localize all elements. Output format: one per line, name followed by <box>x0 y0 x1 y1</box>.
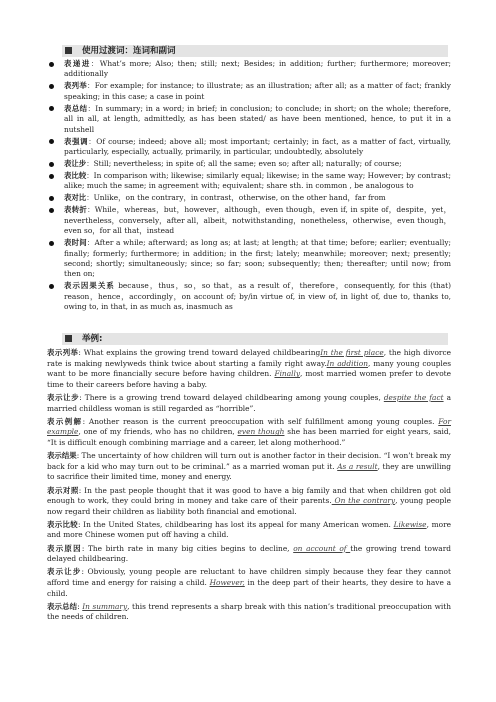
list-item: 表让步：Still; nevertheless; in spite of; all the same; even so; after all; naturally; of course; <box>47 159 451 169</box>
transition-word: despite the fact <box>383 392 444 402</box>
transition-word: In addition <box>326 358 368 368</box>
transition-word-list <box>47 59 451 314</box>
list-item: 表示因果关系 because，thus，so，so that，as a result of，therefore，consequently, for this (that) reason，hence，accordingly，on account of; by/in virtue of, in view of, in light of, due to, thanks to, owing to, in that, in as much as, inasmuch as <box>47 281 451 312</box>
list-item: 表对比：Unlike，on the contrary，in contrast，otherwise, on the other hand，far from <box>47 193 451 203</box>
transition-word: On the contrary <box>331 496 396 506</box>
example-paragraph: 表示原因: The birth rate in many big cities begins to decline, on account of the growing trend toward delayed childbearing. <box>47 543 451 564</box>
square-bullet-icon <box>65 47 72 54</box>
section-header-examples <box>62 333 448 345</box>
example-paragraph: 表示总结: In summary, this trend represents a sharp break with this nation’s traditional preoccupation with the needs of children. <box>47 601 451 622</box>
transition-word: For example <box>47 416 451 437</box>
list-item: 表转折：While，whereas，but，however，although，even though，even if, in spite of，despite，yet，nevertheless，conversely，after all，albeit，notwithstanding，nonetheless，otherwise，even though，even so，for all that，instead <box>47 205 451 236</box>
example-paragraph: 表示让步: There is a growing trend toward delayed childbearing among young couples, despite the fact a married childless woman is still regarded as “horrible”. <box>47 392 451 413</box>
transition-word: Likewise <box>393 519 427 529</box>
list-item: 表列举：For example; for instance; to illustrate; as an illustration; after all; as a matter of fact; frankly speaking; in this case; a case in point <box>47 81 451 102</box>
example-paragraph: 表示列举: What explains the growing trend toward delayed childbearingIn the first place, the high divorce rate is making newlyweds think twice about starting a family right away.In addition, many young couples want to be more financially secure before having children. Finally, most married women prefer to devote time to their careers before having a baby. <box>47 348 452 389</box>
list-item: 表总结：In summary; in a word; in brief; in conclusion; to conclude; in short; on the whole; therefore, all in all, at length, admittedly, as has been stated/ as have been mentioned, hence, to put it in a nutshell <box>47 104 451 135</box>
transition-word: even though <box>237 427 285 437</box>
example-paragraph: 表示结果: The uncertainty of how children will turn out is another factor in their decision. “I won’t break my back for a kid who may turn out to be criminal.” as a married woman put it. As a result, they are unwilling to sacrifice their limited time, money and energy. <box>47 451 451 482</box>
section-title: 举例: <box>82 334 103 344</box>
example-paragraphs <box>47 348 451 626</box>
transition-word: In the first place <box>320 348 384 357</box>
transition-word: In summary <box>82 601 128 611</box>
section-header-transition-words <box>62 45 448 57</box>
transition-word: However, <box>209 578 245 588</box>
list-item: 表强调：Of course; indeed; above all; most important; certainly; in fact, as a matter of fact, virtually, particularly, especially, actually, primarily, in particular, undoubtedly, absolutely <box>47 137 451 158</box>
list-item: 表递进：What’s more; Also; then; still; next; Besides; in addition; further; furthermore; moreover; additionally <box>47 59 451 80</box>
transition-word: Finally <box>274 369 300 379</box>
transition-word: on account of <box>293 543 351 553</box>
section-title: 使用过渡词：连词和副词 <box>82 46 176 56</box>
example-paragraph: 表示例解: Another reason is the current preoccupation with self fulfillment among young couples. For example, one of my friends, who has no children, even though she has been married for eight years, said, “It is difficult enough combining marriage and a career, let along motherhood.” <box>47 416 451 447</box>
list-item: 表时间：After a while; afterward; as long as; at last; at length; at that time; before; earlier; eventually; finally; formerly; furthermore; in addition; in the first; lately; meanwhile; moreover; next; presently; second; shortly; simultaneously; since; so far; soon; subsequently; then; thereafter; until now; from then on; <box>47 238 451 280</box>
example-paragraph: 表示对照: In the past people thought that it was good to have a big family and that when children got old enough to work, they could bring in money and take care of their parents. On the contrary, young people now regard their children as liability both financial and emotional. <box>47 485 451 516</box>
list-item: 表比较：In comparison with; likewise; similarly equal; likewise; in the same way; However; by contrast; alike; much the same; in agreement with; equivalent; share sth. in common , be analogous to <box>47 171 451 192</box>
transition-word: As a result <box>337 461 378 471</box>
example-paragraph: 表示让步: Obviously, young people are reluctant to have children simply because they fear they cannot afford time and energy for raising a child. However, in the deep part of their hearts, they desire to have a child. <box>47 567 451 598</box>
square-bullet-icon <box>65 335 72 342</box>
example-paragraph: 表示比较: In the United States, childbearing has lost its appeal for many American women. Likewise, more and more Chinese women put off having a child. <box>47 519 451 540</box>
